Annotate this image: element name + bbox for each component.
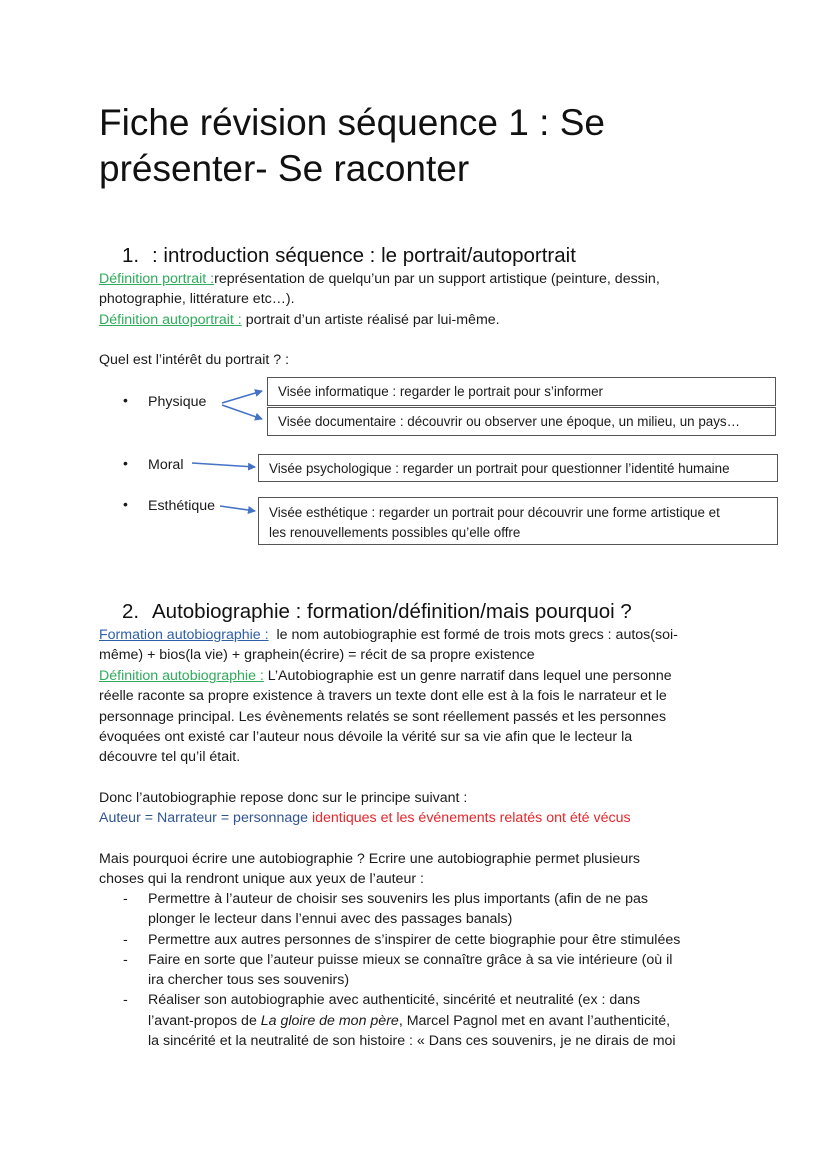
list-item-text: Réaliser son autobiographie avec authenticité, sincérité et neutralité (ex : dans	[148, 992, 641, 1009]
list-item	[99, 889, 749, 930]
box-visee-psychologique	[258, 454, 778, 482]
page-title	[99, 100, 659, 192]
list-item-text: plonger le lecteur dans l’ennui avec des passages banals)	[148, 911, 513, 928]
section-number: 2.	[122, 600, 140, 623]
why-paragraph	[99, 849, 739, 890]
section-number: 1.	[122, 244, 140, 267]
why-text-2: choses qui la rendront unique aux yeux de l’auteur :	[99, 871, 424, 888]
definition-text: évoquées ont existé car l’auteur nous dévoile la vérité sur sa vie afin que le lecteur la	[99, 728, 633, 745]
definition-text: personnage principal. Les évènements relatés se sont réellement passés et les personnes	[99, 708, 667, 725]
list-item-text: l’avant-propos de	[148, 1012, 261, 1029]
section-heading-text: : introduction séquence : le portrait/autoportrait	[152, 244, 576, 267]
list-item-text: la sincérité et la neutralité de son histoire : « Dans ces souvenirs, je ne dirais de moi	[148, 1033, 676, 1050]
reasons-list	[99, 889, 749, 1051]
bullet-physique: Physique	[148, 394, 207, 410]
dash-bullet: -	[123, 891, 128, 907]
section-1-heading	[122, 243, 576, 269]
formation-text-2: même) + bios(la vie) + graphein(écrire) = récit de sa propre existence	[99, 647, 535, 664]
list-item	[99, 950, 749, 991]
definition-autoportrait-label: Définition autoportrait :	[99, 312, 242, 328]
definition-text: L’Autobiographie est un genre narratif dans lequel une personne	[263, 668, 672, 684]
definition-portrait-text-2: photographie, littérature etc…).	[99, 291, 295, 308]
dash-bullet: -	[123, 992, 128, 1009]
bullet-esthetique: Esthétique	[148, 498, 216, 514]
portrait-question: Quel est l’intérêt du portrait ? :	[99, 352, 290, 368]
definition-portrait	[99, 269, 739, 310]
definition-autoportrait	[99, 310, 739, 330]
bullet-moral: Moral	[148, 457, 184, 473]
title-line-2: présenter- Se raconter	[99, 148, 470, 189]
definition-autobiographie-label: Définition autobiographie :	[99, 668, 264, 684]
box-visee-informatique	[267, 377, 776, 406]
box-text: Visée psychologique : regarder un portrait pour questionner l’identité humaine	[269, 461, 730, 476]
list-item	[99, 930, 749, 950]
box-text: Visée informatique : regarder le portrait pour s’informer	[278, 384, 603, 399]
bullet-dot: •	[123, 496, 128, 512]
list-item-text: Faire en sorte que l’auteur puisse mieux se connaître grâce à sa vie intérieure (où il	[148, 951, 673, 968]
list-item	[99, 990, 749, 1051]
section-heading-text: Autobiographie : formation/définition/mais pourquoi ?	[152, 600, 632, 623]
box-text-line-1: Visée esthétique : regarder un portrait pour découvrir une forme artistique et	[269, 505, 720, 520]
principle-intro: Donc l’autobiographie repose donc sur le principe suivant :	[99, 790, 468, 806]
list-item-text: Permettre aux autres personnes de s’inspirer de cette biographie pour être stimulées	[148, 931, 681, 948]
definition-text: réelle raconte sa propre existence à travers un texte dont elle est à la fois le narrateur et le	[99, 688, 667, 705]
dash-bullet: -	[123, 951, 128, 968]
dash-bullet: -	[123, 931, 128, 948]
definition-portrait-label: Définition portrait :	[99, 271, 215, 287]
formation-label: Formation autobiographie :	[99, 627, 269, 643]
formation-text: le nom autobiographie est formé de trois mots grecs : autos(soi-	[268, 627, 678, 643]
why-text-1: Mais pourquoi écrire une autobiographie ? Ecrire une autobiographie permet plusieurs	[99, 851, 641, 867]
principle-equation: Auteur = Narrateur = personnage	[99, 810, 309, 827]
section-2-heading	[122, 599, 632, 625]
principle	[99, 788, 739, 829]
box-text: Visée documentaire : découvrir ou observer une époque, un milieu, un pays…	[278, 414, 741, 429]
list-item-text: Permettre à l’auteur de choisir ses souvenirs les plus importants (afin de ne pas	[148, 891, 648, 907]
definition-autoportrait-text: portrait d’un artiste réalisé par lui-même.	[241, 312, 500, 328]
definition-portrait-text: représentation de quelqu’un par un support artistique (peinture, dessin,	[214, 271, 660, 287]
definition-text: découvre tel qu’il était.	[99, 749, 241, 766]
list-item-text: , Marcel Pagnol met en avant l’authenticité,	[398, 1012, 671, 1029]
box-text-line-2: les renouvellements possibles qu’elle offre	[269, 524, 521, 540]
list-item-text: ira chercher tous ses souvenirs)	[148, 972, 350, 989]
box-visee-documentaire	[267, 407, 776, 436]
box-visee-esthetique	[258, 497, 778, 545]
definition-autobiographie	[99, 666, 739, 767]
formation-autobiographie	[99, 625, 739, 666]
book-title: La gloire de mon père	[260, 1012, 399, 1029]
principle-highlight: identiques et les événements relatés ont été vécus	[308, 810, 631, 827]
bullet-dot: •	[123, 392, 128, 408]
bullet-dot: •	[123, 455, 128, 471]
title-line-1: Fiche révision séquence 1 : Se	[99, 102, 605, 143]
